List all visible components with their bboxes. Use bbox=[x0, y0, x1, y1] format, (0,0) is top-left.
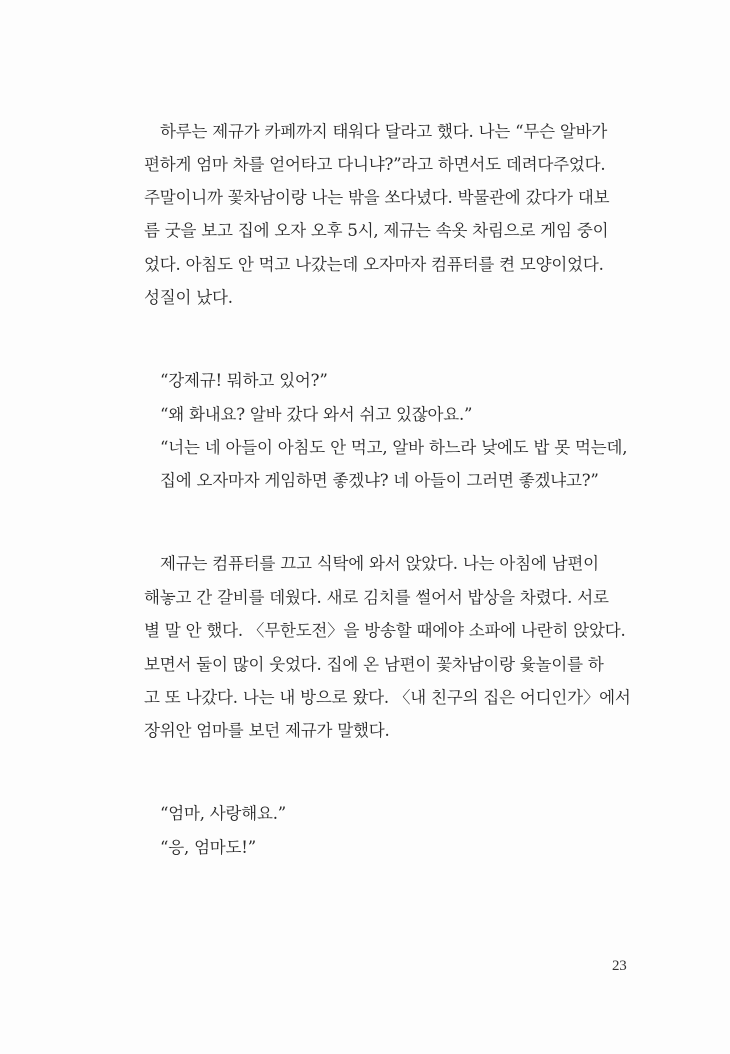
page-number: 23 bbox=[612, 958, 627, 974]
dialogue-line: “왜 화내요? 알바 갔다 와서 쉬고 있잖아요.” bbox=[160, 405, 473, 424]
text-line: 편하게 엄마 차를 얻어타고 다니냐?”라고 하면서도 데려다주었다. bbox=[144, 155, 606, 174]
text-line: 었다. 아침도 안 먹고 나갔는데 오자마자 컴퓨터를 켠 모양이었다. bbox=[144, 255, 604, 274]
text-line: 별 말 안 했다. 〈무한도전〉을 방송할 때에야 소파에 나란히 앉았다. bbox=[144, 621, 626, 640]
text-line: 보면서 둘이 많이 웃었다. 집에 온 남편이 꽃차남이랑 윷놀이를 하 bbox=[144, 655, 604, 674]
text-line: 주말이니까 꽃차남이랑 나는 밖을 쏘다녔다. 박물관에 갔다가 대보 bbox=[144, 188, 610, 207]
text-line: 고 또 나갔다. 나는 내 방으로 왔다. 〈내 친구의 집은 어디인가〉에서 bbox=[144, 688, 631, 707]
dialogue-line: “너는 네 아들이 아침도 안 먹고, 알바 하느라 낮에도 밥 못 먹는데, bbox=[160, 438, 628, 457]
text-line: 해놓고 간 갈비를 데웠다. 새로 김치를 썰어서 밥상을 차렸다. 서로 bbox=[144, 588, 609, 607]
dialogue-line: “엄마, 사랑해요.” bbox=[160, 804, 287, 823]
text-line: 름 굿을 보고 집에 오자 오후 5시, 제규는 속옷 차림으로 게임 중이 bbox=[144, 221, 609, 240]
text-line: 하루는 제규가 카페까지 태워다 달라고 했다. 나는 “무슨 알바가 bbox=[160, 122, 608, 141]
dialogue-line: 집에 오자마자 게임하면 좋겠냐? 네 아들이 그러면 좋겠냐고?” bbox=[160, 471, 599, 490]
text-line: 장위안 엄마를 보던 제규가 말했다. bbox=[144, 721, 390, 740]
text-line: 성질이 났다. bbox=[144, 288, 233, 307]
dialogue-line: “강제규! 뭐하고 있어?” bbox=[160, 371, 328, 390]
text-line: 제규는 컴퓨터를 끄고 식탁에 와서 앉았다. 나는 아침에 남편이 bbox=[160, 554, 599, 573]
dialogue-line: “응, 엄마도!” bbox=[160, 838, 256, 857]
